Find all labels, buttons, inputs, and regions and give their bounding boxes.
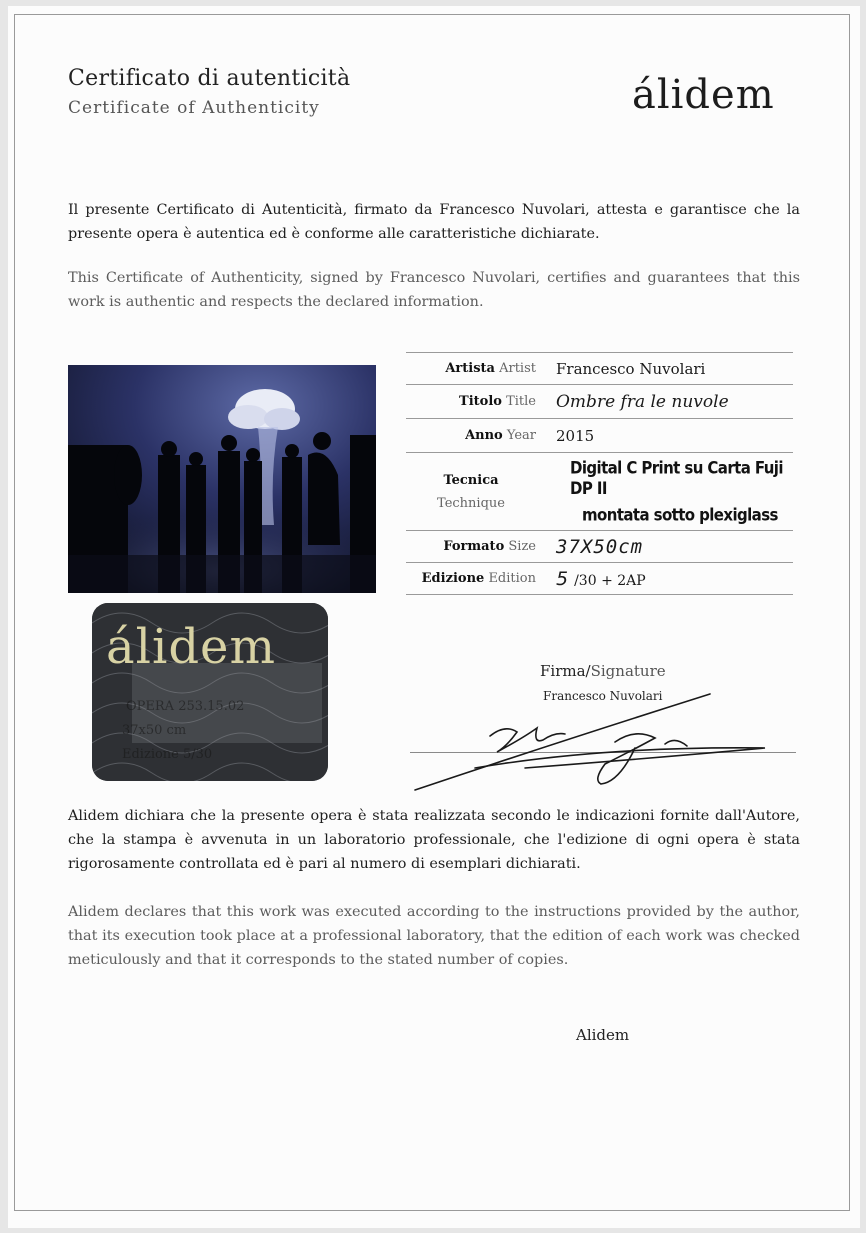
declaration-english: Alidem declares that this work was executed according to the instructions provided by the author, that its execution took place at a professional laboratory, that the edition of each work was checked meticulously and that it corresponds to the stated number of copies.: [68, 904, 800, 968]
hologram-sticker: [92, 603, 328, 781]
year-value: 2015: [548, 419, 793, 453]
size-value: 37X50cm: [548, 531, 793, 563]
row-size: [406, 531, 793, 563]
edition-number: 5: [556, 567, 569, 590]
artwork-image: [68, 365, 376, 593]
hologram-line-2: 37x50 cm: [122, 723, 187, 738]
alidem-logo: álidem: [632, 72, 775, 118]
artist-value: Francesco Nuvolari: [548, 353, 793, 385]
row-title: [406, 385, 793, 419]
size-label: Formato Size: [406, 531, 548, 563]
row-artist: [406, 353, 793, 385]
row-edition: [406, 563, 793, 595]
row-technique: [406, 453, 793, 531]
artist-label: Artista Artist: [406, 353, 548, 385]
row-year: [406, 419, 793, 453]
handwritten-signature: [405, 688, 785, 798]
intro-italian: Il presente Certificato di Autenticità, firmato da Francesco Nuvolari, attesta e garantisce che la presente opera è autentica ed è conforme alle caratteristiche dichiarate.: [68, 202, 800, 242]
hologram-line-1: OPERA 253.15.02: [126, 699, 245, 714]
edition-total: /30 + 2AP: [574, 572, 646, 589]
technique-line-1: Digital C Print su Carta Fuji DP II: [570, 456, 783, 499]
technique-line-2: montata sotto plexiglass: [582, 504, 778, 525]
title-value: Ombre fra le nuvole: [548, 385, 793, 419]
edition-label: Edizione Edition: [406, 563, 548, 595]
issuer-name: Alidem: [576, 1026, 630, 1044]
signer-name: Francesco Nuvolari: [543, 689, 663, 703]
title-italian: Certificato di autenticità: [68, 66, 351, 91]
hologram-logo: álidem: [106, 619, 276, 675]
declaration-italian: Alidem dichiara che la presente opera è stata realizzata secondo le indicazioni fornite dall'Autore, che la stampa è avvenuta in un laboratorio professionale, che l'edizione di ogni opera è stata rigorosamente controllata ed è pari al numero di esemplari dichiarati.: [68, 808, 800, 872]
title-english: Certificate of Authenticity: [68, 98, 320, 118]
artwork-photo: [68, 365, 376, 593]
intro-english: This Certificate of Authenticity, signed by Francesco Nuvolari, certifies and guarantees that this work is authentic and respects the declared information.: [68, 270, 800, 310]
hologram-line-3: Edizione 5/30: [122, 747, 213, 762]
title-label: Titolo Title: [406, 385, 548, 419]
edition-value: [548, 563, 793, 595]
technique-value: [548, 453, 793, 531]
signature-label: Firma/Signature: [540, 662, 666, 680]
year-label: Anno Year: [406, 419, 548, 453]
technique-label: Tecnica Technique: [406, 453, 548, 531]
artwork-details-table: [406, 352, 793, 595]
